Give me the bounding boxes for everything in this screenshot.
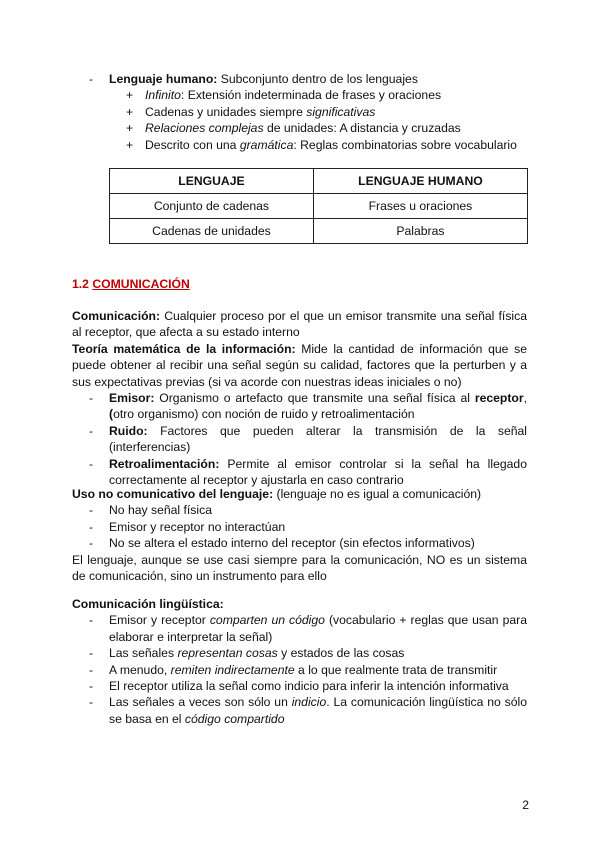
description: Subconjunto dentro de los lenguajes xyxy=(217,72,418,86)
term: Retroalimentación: xyxy=(109,456,220,471)
linguistica-block xyxy=(72,596,527,727)
text: Factores que pueden alterar la transmisión de la señal (interferencias) xyxy=(109,423,527,455)
section-number: 1.2 xyxy=(72,277,93,291)
section-title: COMUNICACIÓN xyxy=(92,277,190,291)
text: (lenguaje no es igual a comunicación) xyxy=(273,487,482,501)
list-item xyxy=(72,694,527,727)
term: Emisor: xyxy=(109,391,155,406)
text: Cualquier proceso por el que un emisor transmite una señal física al receptor, que afecta a su estado interno xyxy=(72,309,527,340)
table-cell: Cadenas de unidades xyxy=(110,219,314,244)
column-header: LENGUAJE HUMANO xyxy=(313,169,527,194)
sub-list-item xyxy=(72,120,527,136)
term: Teoría matemática de la información: xyxy=(72,341,296,356)
emphasis: indicio xyxy=(291,695,327,710)
emphasis: gramática xyxy=(239,137,294,152)
paragraph: El lenguaje, aunque se use casi siempre para la comunicación, NO es un sistema de comunicación, sino un instrumento para ello xyxy=(72,552,527,584)
emphasis: Relaciones complejas xyxy=(145,121,264,136)
section-heading xyxy=(72,276,190,292)
uso-block xyxy=(72,486,527,584)
text: a lo que realmente trata de transmitir xyxy=(294,662,498,677)
list-item: - Emisor y receptor no interactúan xyxy=(72,519,527,535)
emphasis: código compartido xyxy=(184,711,285,726)
text: Organismo o artefacto que transmite una señal física al xyxy=(154,391,475,406)
sub-list-item xyxy=(72,104,527,120)
column-header: LENGUAJE xyxy=(110,169,314,194)
text: ( xyxy=(109,407,114,422)
page-number: 2 xyxy=(522,798,529,812)
term: Comunicación lingüística: xyxy=(72,597,224,611)
table-row xyxy=(110,194,528,219)
text: Descrito con una xyxy=(145,137,240,152)
text: Emisor y receptor xyxy=(109,613,210,628)
text: . La comunicación lingüística no sólo se basa en el xyxy=(109,695,527,726)
comparison-table xyxy=(109,168,528,244)
list-item xyxy=(72,390,527,423)
list-item xyxy=(72,662,527,678)
list-item xyxy=(72,456,527,489)
list-item xyxy=(72,678,527,694)
paragraph xyxy=(72,308,527,341)
term: Uso no comunicativo del lenguaje: xyxy=(72,487,274,501)
text: (vocabulario + reglas que usan para elaborar e interpretar la señal) xyxy=(109,613,528,644)
list-item xyxy=(72,423,527,456)
term: receptor xyxy=(474,391,524,406)
list-item: - No hay señal física xyxy=(72,502,527,518)
text: El receptor utiliza la señal como indicio para inferir la intención informativa xyxy=(109,679,509,694)
table-header-row xyxy=(110,169,528,194)
emphasis: significativas xyxy=(306,104,376,119)
list-item xyxy=(72,612,527,645)
emphasis: representan cosas xyxy=(177,646,278,661)
text: , xyxy=(523,391,527,406)
table-row xyxy=(110,219,528,244)
comunicacion-block xyxy=(72,308,527,488)
text: Las señales xyxy=(109,646,178,661)
lenguaje-humano-block xyxy=(72,71,527,153)
sub-list-item xyxy=(72,137,527,153)
text: y estados de las cosas xyxy=(277,646,405,661)
term: Ruido: xyxy=(109,423,148,438)
text: Las señales a veces son sólo un xyxy=(109,695,292,710)
table-cell: Palabras xyxy=(313,219,527,244)
text: de unidades: A distancia y cruzadas xyxy=(263,121,461,136)
paragraph xyxy=(72,596,527,612)
paragraph xyxy=(72,486,527,502)
table-cell: Conjunto de cadenas xyxy=(110,194,314,219)
table-cell: Frases u oraciones xyxy=(313,194,527,219)
text: Permite al emisor controlar si la señal ha llegado correctamente al receptor y ajustarla en caso contrario xyxy=(109,456,527,488)
paragraph xyxy=(72,341,527,390)
emphasis: remiten indirectamente xyxy=(170,662,295,677)
emphasis: comparten un código xyxy=(209,613,325,628)
text: A menudo, xyxy=(109,662,171,677)
text: : Extensión indeterminada de frases y oraciones xyxy=(180,88,442,103)
text: otro organismo) con noción de ruido y retroalimentación xyxy=(113,407,415,422)
text: : Reglas combinatorias sobre vocabulario xyxy=(293,137,517,152)
text: Cadenas y unidades siempre xyxy=(145,104,307,119)
sub-list-item xyxy=(72,87,527,103)
term: Comunicación: xyxy=(72,309,161,323)
list-item xyxy=(72,71,527,87)
text: Mide la cantidad de información que se puede obtener al recibir una señal según su calidad, factores que la perturben y a sus expectativas previas (si va acorde con nuestras ideas iniciales o no) xyxy=(72,341,527,389)
term: Lenguaje humano: xyxy=(109,72,218,86)
emphasis: Infinito xyxy=(145,88,181,103)
list-item: - No se altera el estado interno del receptor (sin efectos informativos) xyxy=(72,535,527,551)
list-item xyxy=(72,645,527,661)
